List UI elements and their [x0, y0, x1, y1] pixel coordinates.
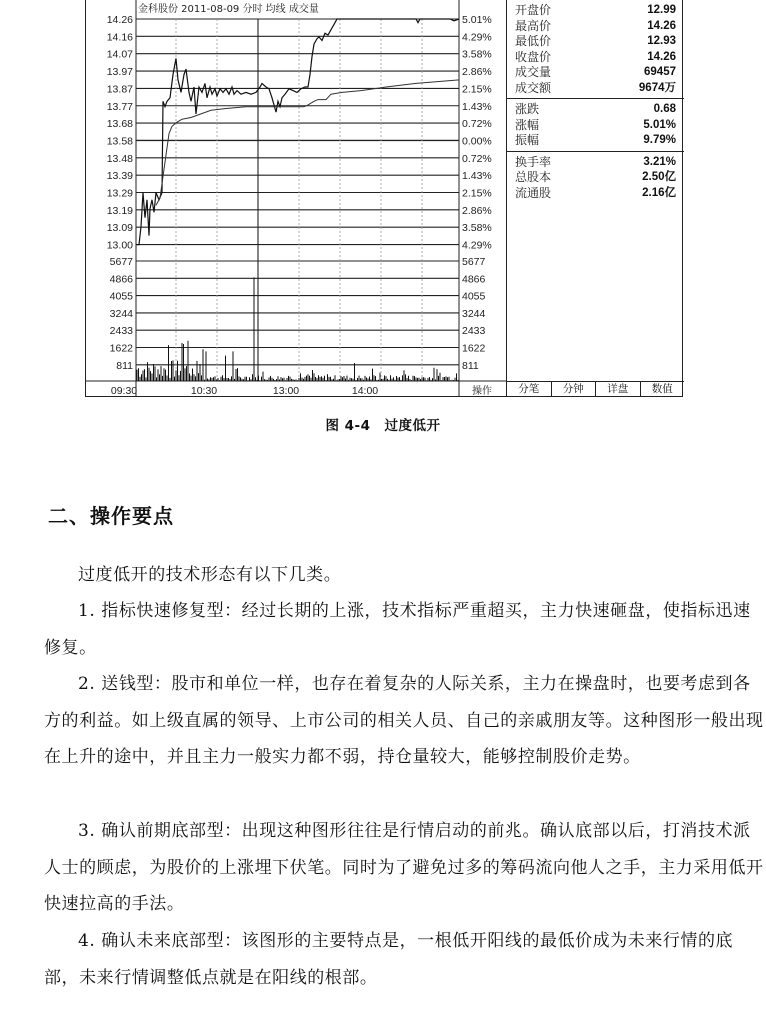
info-row	[515, 102, 676, 118]
info-value: 12.93	[647, 35, 676, 47]
info-value: 2.50亿	[642, 171, 676, 183]
info-label: 成交量	[515, 65, 552, 79]
svg-text:13.97: 13.97	[106, 66, 133, 79]
tab-tick[interactable]: 分笔	[507, 382, 552, 397]
chart-title: 金科股份 2011-08-09 分时 均线 成交量	[138, 4, 319, 15]
info-row	[515, 19, 676, 35]
info-group-change	[507, 99, 684, 152]
info-value: 5.01%	[643, 118, 676, 131]
svg-text:13.00: 13.00	[106, 239, 133, 252]
tab-detail[interactable]: 详盘	[596, 382, 641, 397]
info-label: 涨幅	[515, 117, 540, 132]
info-label: 流通股	[515, 185, 552, 200]
paragraph-text: 3. 确认前期底部型：出现这种图形往往是行情启动的前兆。确认底部以后，打消技术派人士的顾虑，为股价的上涨埋下伏笔。同时为了避免过多的筹码流向他人之手，主力采用低开快速拉高的手法。	[44, 821, 764, 915]
price-line	[136, 19, 459, 245]
svg-text:3244: 3244	[109, 307, 133, 320]
svg-text:5677: 5677	[462, 256, 486, 268]
paragraph-item-1	[44, 593, 766, 666]
info-row	[515, 133, 676, 149]
svg-text:14.26: 14.26	[106, 14, 133, 26]
info-value: 2.16亿	[642, 186, 676, 199]
info-row	[515, 3, 676, 19]
operate-button: 操作	[472, 386, 492, 397]
svg-text:13.48: 13.48	[106, 152, 133, 165]
info-value: 0.68	[653, 103, 676, 115]
svg-text:13.19: 13.19	[106, 204, 133, 217]
svg-text:811: 811	[116, 359, 133, 372]
info-label: 总股本	[515, 170, 552, 184]
section-heading: 二、操作要点	[48, 504, 174, 528]
svg-text:13.58: 13.58	[106, 135, 133, 148]
info-label: 成交额	[515, 80, 552, 95]
info-label: 最低价	[515, 34, 552, 48]
svg-text:1622: 1622	[109, 342, 133, 355]
svg-text:1622: 1622	[462, 342, 486, 355]
svg-text:1.43%: 1.43%	[462, 170, 492, 183]
svg-text:4055: 4055	[462, 290, 486, 303]
svg-text:4055: 4055	[109, 290, 133, 303]
svg-text:13.09: 13.09	[106, 222, 133, 235]
svg-text:3244: 3244	[462, 307, 486, 320]
info-row	[515, 34, 676, 50]
svg-text:09:30: 09:30	[110, 385, 138, 397]
paragraph-item-2	[44, 666, 766, 776]
paragraph-intro	[44, 557, 766, 594]
svg-text:4.29%: 4.29%	[462, 239, 492, 252]
info-value: 3.21%	[643, 155, 676, 168]
svg-text:3.58%: 3.58%	[462, 48, 492, 61]
info-row	[515, 50, 676, 66]
tab-values[interactable]: 数值	[651, 383, 673, 395]
svg-text:13.87: 13.87	[106, 83, 133, 96]
svg-text:5.01%: 5.01%	[462, 14, 492, 26]
info-value: 14.26	[647, 19, 676, 32]
info-group-price	[507, 0, 684, 99]
info-label: 收盘价	[515, 49, 552, 64]
info-label: 开盘价	[515, 3, 552, 17]
figure-caption: 图 4-4 过度低开	[325, 418, 441, 434]
paragraph-text: 1. 指标快速修复型：经过长期的上涨，技术指标严重超买，主力快速砸盘，使指标迅速修复。	[44, 601, 751, 658]
svg-text:1.43%: 1.43%	[462, 100, 492, 113]
info-value: 9.79%	[643, 134, 676, 146]
info-label: 换手率	[515, 154, 552, 169]
paragraph-text: 过度低开的技术形态有以下几类。	[78, 565, 342, 585]
info-row	[515, 170, 676, 186]
tab-minute[interactable]: 分钟	[552, 382, 597, 397]
svg-text:14:00: 14:00	[351, 385, 379, 397]
info-row	[515, 81, 676, 97]
paragraph-text: 4. 确认未来底部型：该图形的主要特点是，一根低开阳线的最低价成为未来行情的底部，未来行情调整低点就是在阳线的根部。	[44, 931, 734, 988]
svg-text:13.29: 13.29	[106, 187, 133, 200]
svg-text:3.58%: 3.58%	[462, 222, 492, 235]
panel-tab-bar	[506, 381, 684, 397]
info-value: 14.26	[647, 50, 676, 63]
info-label: 涨跌	[515, 102, 540, 116]
svg-text:2433: 2433	[109, 325, 133, 338]
svg-text:13:00: 13:00	[272, 385, 300, 397]
svg-text:4.29%: 4.29%	[462, 31, 492, 44]
svg-text:14.07: 14.07	[106, 48, 133, 61]
svg-text:2.15%: 2.15%	[462, 83, 492, 96]
svg-text:10:30: 10:30	[190, 385, 218, 397]
quote-info-panel	[506, 0, 684, 381]
svg-text:14.16: 14.16	[106, 31, 133, 44]
svg-text:2433: 2433	[462, 325, 486, 338]
info-row	[515, 118, 676, 134]
info-value: 12.99	[647, 4, 676, 16]
svg-text:13.68: 13.68	[106, 118, 133, 131]
info-row	[515, 65, 676, 81]
svg-text:2.86%: 2.86%	[462, 204, 492, 217]
svg-text:4866: 4866	[109, 273, 133, 286]
svg-text:0.72%: 0.72%	[462, 152, 492, 165]
paragraph-item-3	[44, 813, 766, 923]
intraday-chart	[85, 0, 683, 397]
svg-text:2.15%: 2.15%	[462, 187, 492, 200]
info-row	[515, 155, 676, 171]
svg-text:5677: 5677	[109, 256, 133, 268]
info-row	[515, 186, 676, 202]
svg-text:2.86%: 2.86%	[462, 66, 492, 79]
info-value: 9674万	[638, 81, 676, 94]
svg-text:4866: 4866	[462, 273, 486, 286]
paragraph-item-4	[44, 923, 766, 996]
info-label: 最高价	[515, 18, 552, 33]
svg-text:0.72%: 0.72%	[462, 118, 492, 131]
info-group-shares	[507, 152, 684, 204]
average-line	[156, 80, 459, 205]
svg-text:13.77: 13.77	[106, 100, 133, 113]
info-value: 69457	[644, 66, 676, 78]
info-label: 振幅	[515, 133, 540, 147]
svg-text:0.00%: 0.00%	[462, 135, 492, 148]
paragraph-text: 2. 送钱型：股市和单位一样，也存在着复杂的人际关系，主力在操盘时，也要考虑到各方的利益。如上级直属的领导、上市公司的相关人员、自己的亲戚朋友等。这种图形一般出现在上升的途中，并且主力一般实力都不弱，持仓量较大，能够控制股价走势。	[44, 674, 764, 768]
svg-text:13.39: 13.39	[106, 170, 133, 183]
svg-text:811: 811	[462, 359, 479, 372]
